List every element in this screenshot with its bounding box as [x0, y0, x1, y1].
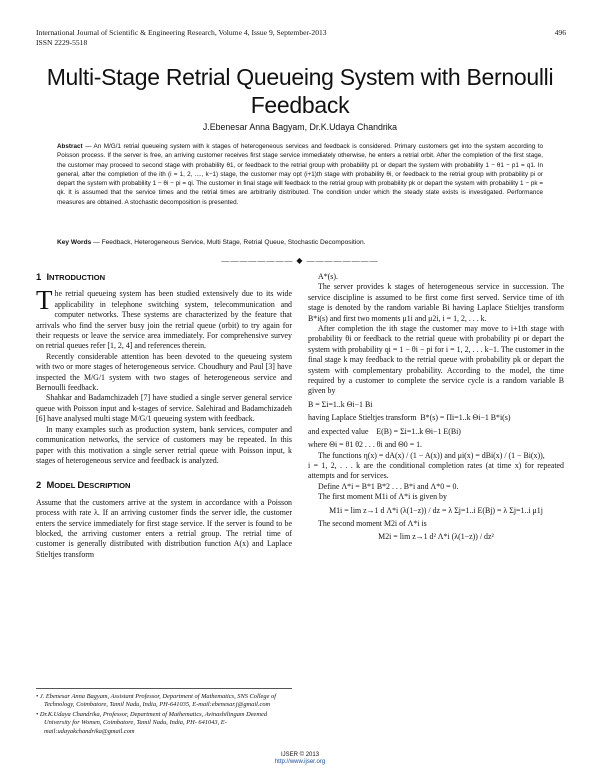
paper-authors: J.Ebenesar Anna Bagyam, Dr.K.Udaya Chandrika	[202, 122, 398, 132]
intro-paragraph-3: Shahkar and Badamchizadeh [7] have studied a single server general service queue with Poisson input and k-stages of service. Salehirad and Badamchizadeh [6] have analysed multi stage M/G/1 queueing system with feedback.	[36, 393, 292, 424]
model-paragraph-3: After completion the ith stage the customer may move to i+1th stage with probability θi or feedback to the retrial queue with probability pi or depart the system with probability qi = 1 − θi − pi for i = 1, 2, . . . k−1. The customer in the final stage k may feedback to the retrial queue with probability pk or depart the system with complementary probability. According to the model, the time required by a customer to complete the service cycle is a random variable B given by	[308, 324, 564, 396]
model-paragraph-2: The server provides k stages of heterogeneous service in succession. The service discipline is assumed to be first come first served. Service time of ith stage is denoted by the random variable Bi having Laplace Stieltjes transform B*i(s) and first two moments μ1i and μ2i, i = 1, 2, . . . k.	[308, 282, 564, 323]
copyright: IJSER © 2013	[280, 752, 320, 758]
left-column	[36, 272, 292, 560]
equation-first-moment: M1i = lim z→1 d Λ*i (λ(1−z)) / dz = λ Σj=1..i E(Bj) = λ Σj=1..i μ1j	[329, 505, 543, 515]
rate-functions-desc: i = 1, 2, . . . k are the conditional completion rates (at time x) for repeated attempts and for services.	[308, 460, 564, 481]
equation-service-time: B = Σi=1..k Θi−1 Bi	[308, 399, 373, 409]
abstract-label: Abstract	[57, 143, 83, 150]
equation-second-moment: M2i = lim z→1 d² Λ*i (λ(1−z)) / dz²	[378, 532, 494, 542]
abstract	[57, 142, 543, 207]
intro-paragraph-2: Recently considerable attention has been devoted to the queueing system with two or more stages of heterogeneous service. Choudhury and Paul [3] have inspected the M/G/1 system with two stages of heterogeneous service and Bernoulli feedback.	[36, 351, 292, 393]
theta-definition: where Θi = θ1 θ2 . . . θi and Θ0 = 1.	[308, 440, 423, 450]
lambda-definition: Define Λ*i = B*1 B*2 . . . B*i and Λ*0 = 0.	[318, 481, 459, 491]
keywords-text: — Feedback, Heterogeneous Service, Multi Stage, Retrial Queue, Stochastic Decomposition.	[91, 239, 366, 246]
first-moment-intro: The first moment M1i of Λ*i is given by	[318, 492, 447, 502]
section-2-heading: 2 MODEL DESCRIPTION	[36, 479, 131, 491]
section-1-heading: 1 INTRODUCTION	[36, 271, 106, 282]
retrial-transform-line: A*(s).	[318, 272, 338, 281]
page-number: 496	[554, 28, 566, 37]
intro-paragraph-4: In many examples such as production system, bank services, computer and communication networks, the service of customers may be repeated. In this paper with this motivation a single server retrial queue with Poisson input, k stages of heterogeneous service and feedback is analyzed.	[36, 424, 292, 465]
journal-url-link[interactable]: http://www.ijser.org	[274, 759, 326, 765]
paper-title: Multi-Stage Retrial Queueing System with Bernoulli Feedback	[46, 64, 554, 118]
section-separator: ———————— ◆ ————————	[221, 256, 379, 265]
equation-lst: having Laplace Stieltjes transform B*(s) = Πi=1..k Θi−1 B*i(s)	[308, 413, 511, 423]
second-moment-intro: The second moment M2i of Λ*i is	[318, 518, 427, 528]
model-paragraph-1: Assume that the customers arrive at the system in accordance with a Poisson process with rate λ. If an arriving customer finds the server idle, the customer enters the service immediately for first stage service. If the server is found to be blocked, the arriving customer enters a retrial group. The retrial time of customer is generally distributed with distribution function A(x) and Laplace Stieltjes transform	[36, 497, 292, 559]
drop-cap: T	[36, 285, 53, 316]
equation-expected: and expected value E(B) = Σi=1..k Θi−1 E(Bi)	[308, 426, 461, 436]
footnote-author-2: • Dr.K.Udaya Chandrika, Professor, Department of Mathematics, Avinashilingam Deemed University for Women, Coimbatore, Tamil Nadu, India, PH- 641043, E-mail:udayakchandrika@gmail.com	[36, 710, 268, 735]
author-footnotes	[36, 688, 292, 737]
keywords	[57, 239, 543, 246]
right-column	[308, 272, 564, 546]
running-header	[36, 28, 566, 48]
journal-name: International Journal of Scientific & Engineering Research, Volume 4, Issue 9, September-2013	[36, 28, 327, 37]
keywords-label: Key Words	[57, 239, 92, 246]
footnote-author-1: • J. Ebenesar Anna Bagyam, Assistant Professor, Department of Mathematics, SNS College of Technology, Coimbatore, Tamil Nadu, India, PH-641035, E-mail:ebenesar.j@gmail.com	[36, 693, 276, 709]
rate-functions: The functions η(x) = dA(x) / (1 − A(x)) and μi(x) = dBi(x) / (1 − Bi(x)),	[318, 450, 545, 460]
issn: ISSN 2229-5518	[36, 38, 88, 47]
page-footer	[0, 752, 600, 766]
intro-paragraph-1: The retrial queueing system has been studied extensively due to its wide applicability in telephone switching system, telecommunication and computer networks. These systems are characterized by the feature that arrivals who find the server busy join the retrial queue (orbit) to try again for their requests or leave the service area immediately. For comprehensive survey on retrial queues refer [1, 2, 4] and references therein.	[36, 285, 292, 351]
abstract-text: — An M/G/1 retrial queueing system with k stages of heterogeneous services and feedback is considered. Primary customers get into the system according to Poisson process. If the server is free, an arriving customer receives first stage service immediately otherwise, he enters a retrial orbit. After the completion of the first stage, the customer may proceed to second stage with probability θ1, or feedback to the retrial group with probability p1 or depart the system with probability 1 − θ1 − p1 = q1. In general, after the completion of the ith (i = 1, 2, ...., k−1) stage, the customer may opt (i+1)th stage with probability θi, or feedback to the retrial group with probability pi or depart the system with probability 1 − θi − pi = qi. The customer in final stage will feedback to the retrial group with probability pk or depart the system with probability 1 − pk = qk. It is assumed that the service times and the retrial times are arbitrarily distributed. The condition under which the steady state exists is investigated. Performance measures are obtained. A stochastic decomposition is presented.	[57, 143, 543, 206]
